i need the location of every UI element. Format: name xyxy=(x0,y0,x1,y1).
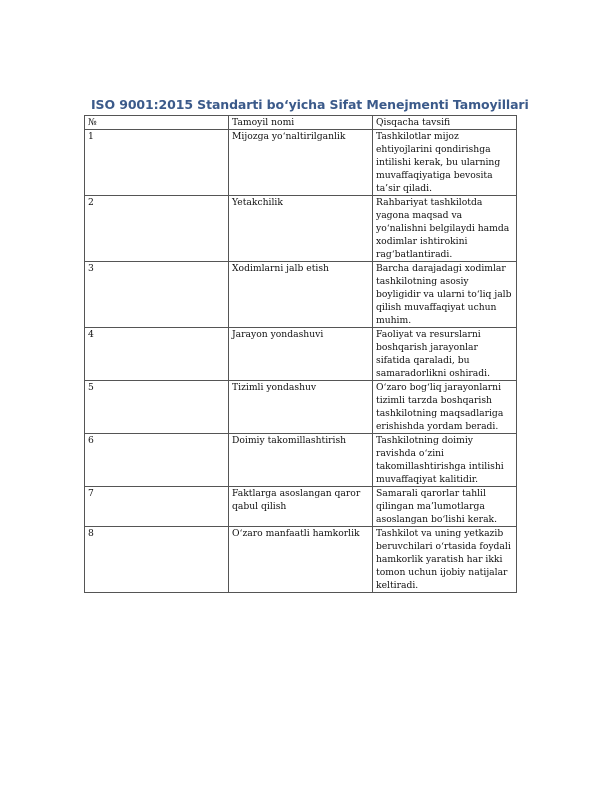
table-row xyxy=(85,328,517,381)
table-row xyxy=(85,262,517,328)
table-header-row xyxy=(85,116,517,130)
principle-name: Tizimli yondashuv xyxy=(229,381,373,434)
principles-table xyxy=(84,115,517,593)
principle-description: Tashkilotlar mijoz ehtiyojlarini qondirishga intilishi kerak, bu ularning muvaffaqiyatiga bevosita ta’sir qiladi. xyxy=(373,130,517,196)
principle-name: O‘zaro manfaatli hamkorlik xyxy=(229,527,373,593)
row-number: 2 xyxy=(85,196,229,262)
row-number: 4 xyxy=(85,328,229,381)
principle-name: Doimiy takomillashtirish xyxy=(229,434,373,487)
principle-name: Faktlarga asoslangan qaror qabul qilish xyxy=(229,487,373,527)
principle-name: Xodimlarni jalb etish xyxy=(229,262,373,328)
table-row xyxy=(85,527,517,593)
principle-description: Tashkilot va uning yetkazib beruvchilari o‘rtasida foydali hamkorlik yaratish har ikki tomon uchun ijobiy natijalar keltiradi. xyxy=(373,527,517,593)
principle-description: Faoliyat va resurslarni boshqarish jarayonlar sifatida qaraladi, bu samaradorlikni oshiradi. xyxy=(373,328,517,381)
table-row xyxy=(85,381,517,434)
row-number: 1 xyxy=(85,130,229,196)
row-number: 7 xyxy=(85,487,229,527)
principle-name: Jarayon yondashuvi xyxy=(229,328,373,381)
principle-description: O‘zaro bog‘liq jarayonlarni tizimli tarzda boshqarish tashkilotning maqsadlariga erishishda yordam beradi. xyxy=(373,381,517,434)
table-row xyxy=(85,434,517,487)
row-number: 3 xyxy=(85,262,229,328)
principle-name: Mijozga yo‘naltirilganlik xyxy=(229,130,373,196)
row-number: 8 xyxy=(85,527,229,593)
header-short-description: Qisqacha tavsifi xyxy=(373,116,517,130)
principle-description: Rahbariyat tashkilotda yagona maqsad va yo‘nalishni belgilaydi hamda xodimlar ishtirokini rag‘batlantiradi. xyxy=(373,196,517,262)
principle-description: Samarali qarorlar tahlil qilingan ma’lumotlarga asoslangan bo‘lishi kerak. xyxy=(373,487,517,527)
page-title: ISO 9001:2015 Standarti bo‘yicha Sifat Menejmenti Tamoyillari xyxy=(91,97,529,112)
table-row xyxy=(85,196,517,262)
row-number: 6 xyxy=(85,434,229,487)
table-row xyxy=(85,130,517,196)
header-number: № xyxy=(85,116,229,130)
principle-description: Barcha darajadagi xodimlar tashkilotning asosiy boyligidir va ularni to‘liq jalb qilish muvaffaqiyat uchun muhim. xyxy=(373,262,517,328)
header-principle-name: Tamoyil nomi xyxy=(229,116,373,130)
principle-description: Tashkilotning doimiy ravishda o‘zini takomillashtirishga intilishi muvaffaqiyat kalitidir. xyxy=(373,434,517,487)
row-number: 5 xyxy=(85,381,229,434)
table-row xyxy=(85,487,517,527)
principle-name: Yetakchilik xyxy=(229,196,373,262)
